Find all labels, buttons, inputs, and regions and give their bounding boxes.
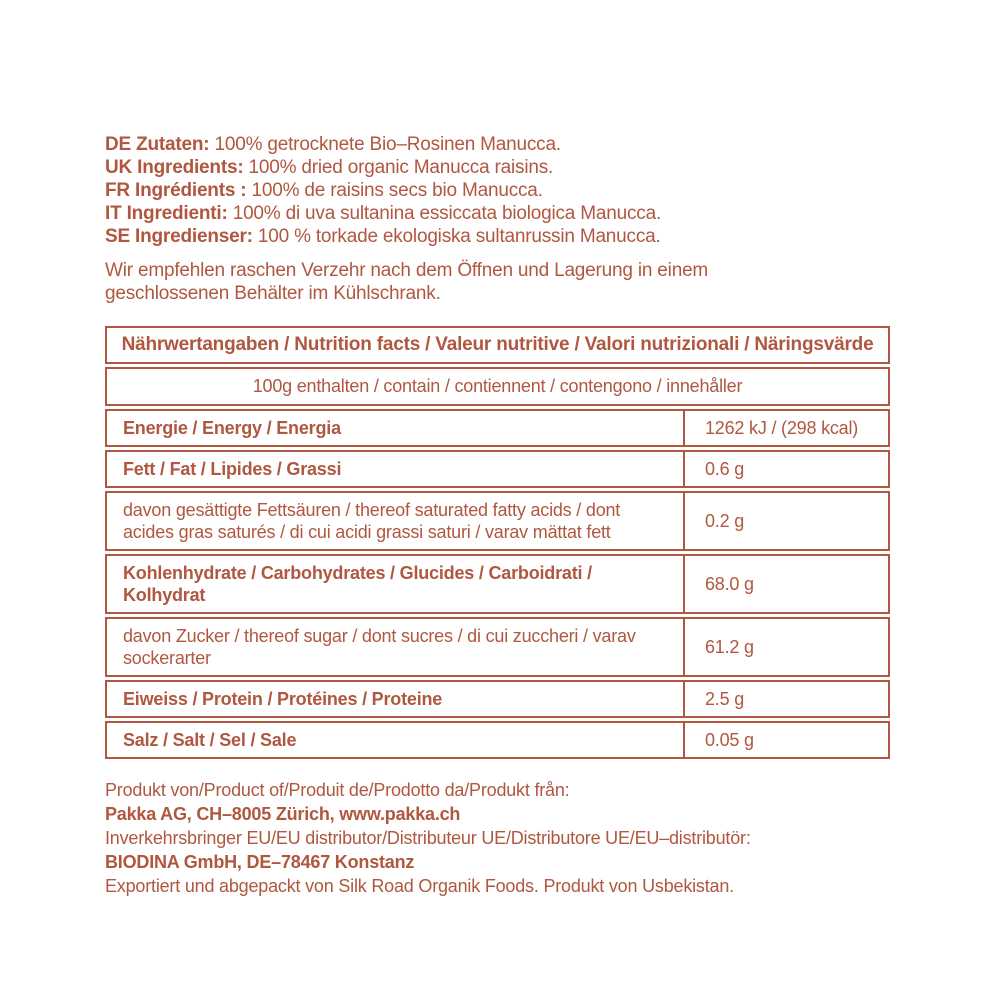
- ingredient-text-it: 100% di uva sultanina essiccata biologica Manucca.: [232, 203, 662, 224]
- ingredient-text-se: 100 % torkade ekologiska sultanrussin Manucca.: [257, 226, 661, 247]
- nutrition-value-carbohydrates: 68.0 g: [683, 556, 888, 612]
- export-origin-line: Exportiert und abgepackt von Silk Road Organik Foods. Produkt von Usbekistan.: [105, 876, 734, 896]
- nutrition-table-subtitle: 100g enthalten / contain / contiennent / contengono / innehåller: [105, 367, 890, 406]
- nutrition-label-energy: Energie / Energy / Energia: [123, 418, 341, 438]
- nutrition-table: [105, 326, 890, 759]
- ingredient-line-de: [105, 133, 890, 156]
- nutrition-value-fat: 0.6 g: [683, 452, 888, 486]
- ingredient-label-it: IT Ingredienti:: [105, 203, 228, 224]
- nutrition-value-saturated-fat: 0.2 g: [683, 493, 888, 549]
- nutrition-label-protein: Eiweiss / Protein / Protéines / Proteine: [123, 689, 443, 709]
- nutrition-row-carbohydrates: [105, 554, 890, 614]
- ingredient-text-uk: 100% dried organic Manucca raisins.: [248, 157, 554, 178]
- nutrition-row-fat: [105, 450, 890, 488]
- producer-section: [105, 778, 890, 898]
- nutrition-value-salt: 0.05 g: [683, 723, 888, 757]
- ingredient-text-de: 100% getrocknete Bio–Rosinen Manucca.: [214, 134, 561, 155]
- ingredients-section: [105, 133, 890, 248]
- nutrition-value-energy: 1262 kJ / (298 kcal): [683, 411, 888, 445]
- nutrition-label-sugar: davon Zucker / thereof sugar / dont sucres / di cui zuccheri / varav sockerarter: [123, 626, 636, 668]
- distributor-company-line: BIODINA GmbH, DE–78467 Konstanz: [105, 852, 415, 872]
- ingredient-label-de: DE Zutaten:: [105, 134, 210, 155]
- nutrition-row-salt: [105, 721, 890, 759]
- nutrition-row-sugar: [105, 617, 890, 677]
- ingredient-line-it: [105, 202, 890, 225]
- producer-of-line: Produkt von/Product of/Produit de/Prodotto da/Produkt från:: [105, 780, 570, 800]
- nutrition-row-energy: [105, 409, 890, 447]
- nutrition-row-saturated-fat: [105, 491, 890, 551]
- nutrition-label-carbohydrates: Kohlenhydrate / Carbohydrates / Glucides / Carboidrati / Kolhydrat: [123, 563, 592, 605]
- nutrition-value-sugar: 61.2 g: [683, 619, 888, 675]
- producer-company-line: Pakka AG, CH–8005 Zürich, www.pakka.ch: [105, 804, 461, 824]
- ingredient-label-fr: FR Ingrédients :: [105, 180, 247, 201]
- ingredient-line-se: [105, 225, 890, 248]
- nutrition-row-protein: [105, 680, 890, 718]
- ingredient-line-fr: [105, 179, 890, 202]
- ingredient-label-se: SE Ingredienser:: [105, 226, 253, 247]
- ingredient-label-uk: UK Ingredients:: [105, 157, 244, 178]
- nutrition-value-protein: 2.5 g: [683, 682, 888, 716]
- ingredient-line-uk: [105, 156, 890, 179]
- storage-note: Wir empfehlen raschen Verzehr nach dem Öffnen und Lagerung in einem geschlossenen Behälter im Kühlschrank.: [105, 260, 709, 304]
- nutrition-label-saturated-fat: davon gesättigte Fettsäuren / thereof saturated fatty acids / dont acides gras saturés / di cui acidi grassi saturi / varav mättat fett: [123, 500, 621, 542]
- nutrition-label-salt: Salz / Salt / Sel / Sale: [123, 730, 297, 750]
- ingredient-text-fr: 100% de raisins secs bio Manucca.: [251, 180, 543, 201]
- nutrition-label-fat: Fett / Fat / Lipides / Grassi: [123, 459, 342, 479]
- distributor-label-line: Inverkehrsbringer EU/EU distributor/Distributeur UE/Distributore UE/EU–distributör:: [105, 828, 751, 848]
- nutrition-table-title: Nährwertangaben / Nutrition facts / Valeur nutritive / Valori nutrizionali / Näringsvärde: [105, 326, 890, 364]
